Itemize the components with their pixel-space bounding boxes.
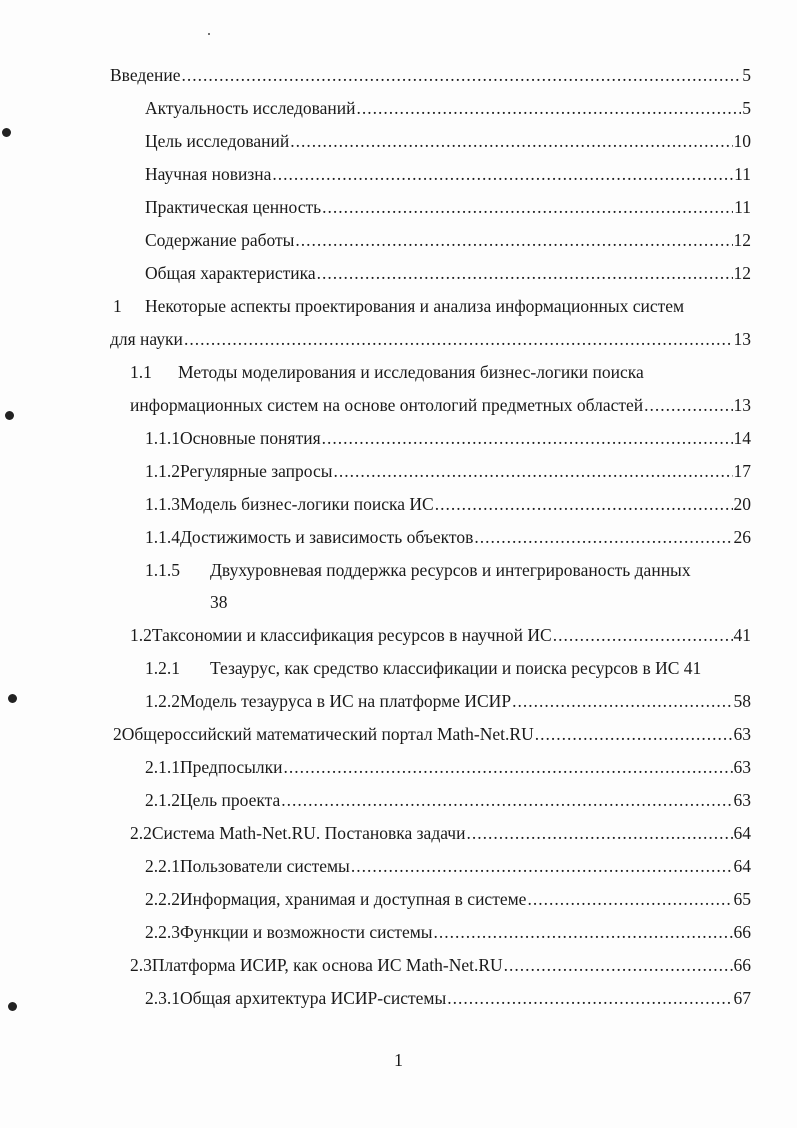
toc-section-1-1-line1[interactable] [130,361,644,383]
toc-leader-dots [504,954,733,976]
toc-entry-title: Основные понятия [180,428,321,448]
toc-chapter-1-line2[interactable] [110,328,751,350]
toc-leader-dots [322,196,733,218]
toc-leader-dots [322,427,733,449]
toc-entry-number: 1.1.1 [145,428,180,448]
toc-entry-number: 1.2 [130,625,152,645]
toc-entry-title: Общероссийский математический портал Math-Net.RU [121,724,534,744]
toc-entry-number: 2 [113,724,122,744]
toc-entry-number: 1.1.2 [145,461,180,481]
toc-entry-title: для науки [110,329,183,349]
toc-entry-number: 1.1.4 [145,527,180,547]
toc-page-number: 5 [742,65,751,85]
toc-page-number: 20 [733,494,751,514]
punch-hole-mark [5,411,14,420]
toc-entry[interactable] [145,262,751,284]
toc-leader-dots [334,460,733,482]
toc-page-number: 63 [733,724,751,744]
toc-leader-dots [644,394,732,416]
toc-section-1-1-line2[interactable] [130,394,751,416]
punch-hole-mark [2,128,11,137]
toc-entry-title: Функции и возможности системы [180,922,433,942]
toc-entry-title: Практическая ценность [145,197,322,217]
toc-section-1-2[interactable] [130,624,751,646]
toc-entry-title: Актуальность исследований [145,98,356,118]
toc-entry-title: информационных систем на основе онтологий предметных областей [130,395,644,415]
toc-entry-number: 1.2.2 [145,691,180,711]
toc-leader-dots [527,888,732,910]
toc-entry-title: Модель тезауруса в ИС на платформе ИСИР [180,691,512,711]
toc-entry-title: Информация, хранимая и доступная в системе [180,889,527,909]
toc-entry-number: 2.1.2 [145,790,180,810]
toc-subsection[interactable] [145,921,751,943]
toc-entry-title: Система Math-Net.RU. Постановка задачи [151,823,466,843]
toc-page-number: 66 [733,922,751,942]
toc-entry-title: Тезаурус, как средство классификации и поиска ресурсов в ИС 41 [210,658,702,678]
toc-entry-number: 2.3 [130,955,152,975]
toc-entry-title: Платформа ИСИР, как основа ИС Math-Net.RU [151,955,503,975]
toc-chapter-2[interactable] [113,723,751,745]
toc-entry-title: Общая архитектура ИСИР-системы [180,988,447,1008]
toc-subsection[interactable] [145,460,751,482]
toc-entry-number: 2.3.1 [145,988,180,1008]
toc-entry-title: Некоторые аспекты проектирования и анализа информационных систем [145,296,685,316]
toc-subsection-1-2-1[interactable] [145,657,701,679]
toc-page-number: 38 [210,592,228,612]
toc-entry-title: Содержание работы [145,230,295,250]
toc-page-number: 13 [733,395,751,415]
toc-leader-dots [182,64,742,86]
toc-leader-dots [272,163,733,185]
toc-entry-number: 1 [113,296,122,316]
toc-entry-title: Пользователи системы [180,856,350,876]
toc-leader-dots [351,855,733,877]
toc-subsection[interactable] [145,526,751,548]
toc-leader-dots [535,723,733,745]
toc-leader-dots [281,789,732,811]
toc-entry-number: 2.2 [130,823,152,843]
toc-section-2-3[interactable] [130,954,751,976]
toc-page-number: 5 [742,98,751,118]
toc-entry-number: 1.1.5 [145,560,180,580]
punch-hole-mark [8,1002,17,1011]
toc-leader-dots [447,987,732,1009]
toc-entry-number: 1.1.3 [145,494,180,514]
toc-page-number: 41 [733,625,751,645]
toc-subsection-1-1-5-line2 [210,591,228,613]
toc-leader-dots [290,130,732,152]
toc-entry-title: Цель исследований [145,131,290,151]
toc-entry-title: Таксономии и классификация ресурсов в научной ИС [151,625,552,645]
toc-leader-dots [317,262,733,284]
toc-entry-title: Методы моделирования и исследования бизнес-логики поиска [178,362,644,382]
toc-subsection[interactable] [145,888,751,910]
toc-entry-intro[interactable] [110,64,751,86]
toc-entry-title: Двухуровневая поддержка ресурсов и интегрированость данных [210,560,691,580]
scan-speck [208,33,210,35]
toc-page-number: 64 [733,823,751,843]
toc-subsection[interactable] [145,493,751,515]
toc-page-number: 11 [734,197,751,217]
toc-leader-dots [512,690,732,712]
toc-leader-dots [474,526,732,548]
toc-page-number: 63 [733,757,751,777]
toc-entry-title: Введение [110,65,181,85]
toc-entry-number: 2.1.1 [145,757,180,777]
toc-page-number: 65 [733,889,751,909]
toc-leader-dots [553,624,733,646]
toc-subsection[interactable] [145,855,751,877]
toc-subsection[interactable] [145,987,751,1009]
toc-page-number: 26 [733,527,751,547]
toc-entry[interactable] [145,196,751,218]
toc-entry[interactable] [145,130,751,152]
toc-subsection[interactable] [145,690,751,712]
toc-leader-dots [466,822,732,844]
toc-subsection[interactable] [145,427,751,449]
page-number-footer: 1 [394,1050,403,1070]
toc-page-number: 12 [733,230,751,250]
toc-leader-dots [357,97,742,119]
toc-leader-dots [284,756,733,778]
toc-entry-number: 2.2.3 [145,922,180,942]
toc-page-number: 13 [733,329,751,349]
punch-hole-mark [8,694,17,703]
toc-entry-number: 2.2.1 [145,856,180,876]
toc-page-number: 66 [733,955,751,975]
toc-subsection-1-1-5-line1[interactable] [145,559,691,581]
toc-page-number: 64 [733,856,751,876]
toc-page-number: 11 [734,164,751,184]
toc-page-number: 58 [733,691,751,711]
toc-leader-dots [295,229,732,251]
toc-entry-number: 1.2.1 [145,658,180,678]
toc-page-number: 67 [733,988,751,1008]
toc-entry-number: 2.2.2 [145,889,180,909]
toc-entry[interactable] [145,97,751,119]
toc-entry-number: 1.1 [130,362,152,382]
toc-entry-title: Достижимость и зависимость объектов [180,527,474,547]
toc-page-number: 63 [733,790,751,810]
toc-subsection[interactable] [145,789,751,811]
toc-leader-dots [184,328,733,350]
toc-subsection[interactable] [145,756,751,778]
toc-entry-title: Цель проекта [180,790,281,810]
toc-section-2-2[interactable] [130,822,751,844]
toc-entry[interactable] [145,229,751,251]
toc-entry-title: Научная новизна [145,164,272,184]
toc-page-number: 10 [733,131,751,151]
toc-page-number: 14 [733,428,751,448]
toc-entry-title: Регулярные запросы [180,461,333,481]
toc-entry-title: Предпосылки [180,757,283,777]
toc-leader-dots [434,921,733,943]
toc-entry-title: Общая характеристика [145,263,316,283]
toc-page-number: 12 [733,263,751,283]
toc-entry-title: Модель бизнес-логики поиска ИС [180,494,434,514]
toc-page-number: 17 [733,461,751,481]
toc-chapter-1-line1[interactable] [113,295,684,317]
toc-entry[interactable] [145,163,751,185]
toc-leader-dots [435,493,733,515]
